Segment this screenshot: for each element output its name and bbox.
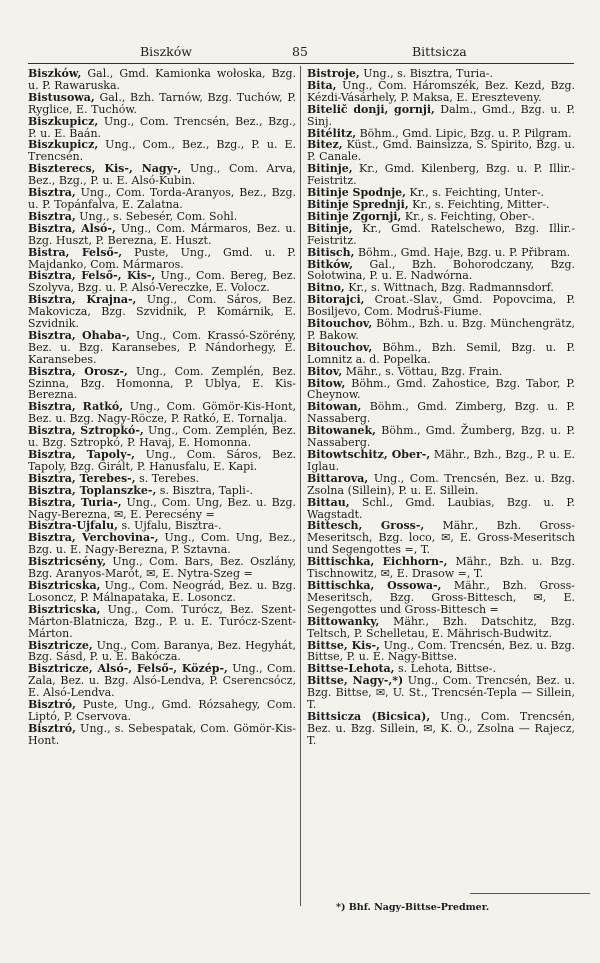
gazetteer-entry <box>307 473 575 497</box>
entry-headword: Bisztricze, Alsó-, Felső-, Közép-, <box>28 662 228 676</box>
entry-headword: Bitinje Zgornji, <box>307 209 402 223</box>
entry-headword: Bisztra, Turia-, <box>28 495 122 509</box>
entry-headword: Bisztra, Orosz-, <box>28 364 128 378</box>
gazetteer-entry <box>28 223 296 247</box>
entry-description: Kr., Gmd. Kilenberg, Bzg. u. P. Illir.-Feistritz. <box>307 162 576 188</box>
entry-description: Mähr., Bzh. Gross-Meseritsch, Bzg. Gross-Bittesch, ✉, E. Segengottes und Gross-Bittesch = <box>307 578 575 616</box>
entry-description: s. Bisztra, Tapli-. <box>159 483 254 497</box>
footnote: *) Bhf. Nagy-Bittse-Predmer. <box>336 902 490 913</box>
gazetteer-entry <box>28 294 296 330</box>
entry-description: Ung., s. Sebespatak, Com. Gömör-Kis-Hont. <box>28 721 296 747</box>
entry-headword: Bisztra, <box>28 186 76 200</box>
entry-description: Böhm., Bzh. Semil, Bzg. u. P. Lomnitz a. d. Popelka. <box>307 340 575 366</box>
gazetteer-entry <box>307 342 575 366</box>
entry-headword: Biszkupicz, <box>28 138 99 152</box>
entry-headword: Bisztra, Ratkó, <box>28 400 124 414</box>
gazetteer-entry <box>307 163 575 187</box>
entry-headword: Bitinje, <box>307 221 353 235</box>
gazetteer-entry <box>307 104 575 128</box>
entry-headword: Bisztra, Ohaba-, <box>28 328 130 342</box>
entry-description: Puste, Ung., Gmd. u. P. Majdanko, Com. Mármaros. <box>28 245 296 271</box>
entry-headword: Bitouchov, <box>307 317 373 331</box>
entry-description: Dalm., Gmd., Bzg. u. P. Sinj. <box>307 102 576 128</box>
entry-description: Kr., s. Wittnach, Bzg. Radmannsdorf. <box>348 281 554 295</box>
entry-headword: Biszterecs, Kis-, Nagy-, <box>28 162 182 176</box>
gazetteer-entry <box>28 640 296 664</box>
column-divider <box>300 66 301 906</box>
entry-description: Böhm., Gmd. Lipic, Bzg. u. P. Pilgram. <box>359 126 572 140</box>
gazetteer-entry <box>28 449 296 473</box>
gazetteer-entry <box>28 139 296 163</box>
gazetteer-entry <box>28 68 296 92</box>
entry-description: Mähr., Bzh. u. Bzg. Tischnowitz, ✉, E. Drasow =, T. <box>307 555 575 581</box>
entry-headword: Biszkupicz, <box>28 114 99 128</box>
entry-description: Mähr., Bzh. Datschitz, Bzg. Teltsch, P. Schelletau, E. Mährisch-Budwitz. <box>307 614 576 640</box>
entry-headword: Bisztricsény, <box>28 555 107 569</box>
entry-description: Ung., Com. Zemplén, Bez. u. Bzg. Sztropkó, P. Havaj, E. Homonna. <box>28 424 297 450</box>
gazetteer-entry <box>28 556 296 580</box>
gazetteer-entry <box>28 401 296 425</box>
entry-description: Ung., Com. Ung, Bez. u. Bzg. Nagy-Berezna, ✉, E. Perecsény = <box>28 495 296 521</box>
entry-description: Ung., Com. Turócz, Bez. Szent-Márton-Blatnicza, Bzg., P. u. E. Turócz-Szent-Márton. <box>28 602 297 640</box>
gazetteer-entry <box>28 330 296 366</box>
gazetteer-entry <box>28 163 296 187</box>
entry-description: Ung., Com. Gömör-Kis-Hont, Bez. u. Bzg. Nagy-Röcze, P. Ratkó, E. Tornalja. <box>28 400 296 426</box>
entry-description: Ung., Com. Bereg, Bez. Szolyva, Bzg. u. P. Alsó-Vereczke, E. Volocz. <box>28 269 297 295</box>
gazetteer-entry <box>307 711 575 747</box>
footnote-rule <box>470 893 590 894</box>
entry-headword: Bisztra, Sztropkó-, <box>28 424 144 438</box>
gazetteer-entry <box>307 259 575 283</box>
entry-description: Ung., Com. Baranya, Bez. Hegyhát, Bzg. Sásd, P. u. E. Bakócza. <box>28 638 296 664</box>
entry-headword: Bitélitz, <box>307 126 357 140</box>
entry-description: Böhm., Gmd. Zahostice, Bzg. Tabor, P. Cheynow. <box>307 376 576 402</box>
gazetteer-entry <box>28 663 296 699</box>
entry-headword: Bitowtschitz, Ober-, <box>307 448 431 461</box>
entry-description: Ung., s. Bisztra, Turia-. <box>363 67 493 80</box>
gazetteer-entry <box>307 640 575 664</box>
entry-description: Gal., Bzh. Bohorodczany, Bzg. Sołotwina, P. u. E. Nadwórna. <box>307 257 575 283</box>
entry-description: Böhm., Gmd. Zimberg, Bzg. u. P. Nassaberg. <box>307 400 576 426</box>
gazetteer-entry <box>28 532 296 556</box>
entry-description: Mähr., Bzh. Gross-Meseritsch, Bzg. loco, ✉, E. Gross-Meseritsch und Segengottes =, T. <box>307 519 576 557</box>
header-right-term: Bittsicza <box>412 44 467 59</box>
entry-description: s. Terebes. <box>139 471 200 485</box>
entry-description: Ung., Com. Ung, Bez., Bzg. u. E. Nagy-Berezna, P. Sztavna. <box>28 531 296 557</box>
entry-headword: Bittse, Kis-, <box>307 638 380 652</box>
entry-description: Ung., Com. Trencsén, Bez. u. Bzg. Zsolna (Sillein), P. u. E. Sillein. <box>307 471 576 497</box>
entry-description: Ung., Com. Torda-Aranyos, Bez., Bzg. u. P. Topánfalva, E. Zalatna. <box>28 186 296 211</box>
entry-description: Gal., Bzh. Tarnów, Bzg. Tuchów, P. Ryglice, E. Tuchów. <box>28 90 296 116</box>
gazetteer-entry <box>28 580 296 604</box>
entry-headword: Bitinje, <box>307 162 353 176</box>
entry-headword: Bitinje Spodnje, <box>307 186 407 200</box>
entry-description: Böhm., Gmd. Žumberg, Bzg. u. P. Nassaberg. <box>307 424 575 450</box>
entry-description: Böhm., Bzh. u. Bzg. Münchengrätz, P. Bakow. <box>307 317 575 342</box>
entry-headword: Bisztricska, <box>28 602 101 616</box>
entry-headword: Bisztra, Verchovina-, <box>28 531 159 545</box>
entry-headword: Bistra, Felső-, <box>28 245 123 259</box>
gazetteer-entry <box>307 318 575 342</box>
entry-description: Kr., s. Feichting, Mitter-. <box>412 197 550 211</box>
entry-description: Kr., s. Feichting, Unter-. <box>409 186 545 200</box>
gazetteer-entry <box>307 556 575 580</box>
entry-headword: Bitków, <box>307 257 353 271</box>
header-left-term: Biszków <box>140 44 192 59</box>
entry-headword: Bistroje, <box>307 67 360 80</box>
entry-headword: Bistusowa, <box>28 90 95 104</box>
entry-description: Ung., Com. Trencsén, Bez. u. Bzg. Sillein, ✉, K. O., Zsolna — Rajecz, T. <box>307 709 575 747</box>
entry-description: s. Ujfalu, Bisztra-. <box>121 519 222 533</box>
entry-headword: Bitorajci, <box>307 293 365 307</box>
entry-headword: Bittsicza (Bicsica), <box>307 709 431 723</box>
gazetteer-entry <box>28 116 296 140</box>
page-header <box>32 44 572 62</box>
entry-headword: Bitisch, <box>307 245 355 259</box>
entry-headword: Bittowanky, <box>307 614 380 628</box>
entry-headword: Bittse, Nagy-,*) <box>307 674 404 688</box>
gazetteer-entry <box>28 92 296 116</box>
entry-description: Ung., Com., Bez., Bzg., P. u. E. Trencsén. <box>28 138 296 164</box>
entry-description: Schl., Gmd. Laubias, Bzg. u. P. Wagstadt. <box>307 495 575 521</box>
right-column <box>307 68 575 747</box>
gazetteer-entry <box>307 449 575 473</box>
entry-description: Ung., Com. Bars, Bez. Oszlány, Bzg. Aranyos-Marót, ✉, E. Nytra-Szeg = <box>28 555 297 581</box>
gazetteer-entry <box>28 604 296 640</box>
entry-description: Gal., Gmd. Kamionka wołoska, Bzg. u. P. Rawaruska. <box>28 67 297 92</box>
entry-description: Kr., Gmd. Ratelschewo, Bzg. Illir.-Feistritz. <box>307 221 576 247</box>
entry-headword: Bisztra, Terebes-, <box>28 471 136 485</box>
entry-description: Ung., Com. Háromszék, Bez. Kezd, Bzg. Kézdi-Vásárhely, P. Maksa, E. Ereszteveny. <box>307 78 576 104</box>
entry-headword: Bita, <box>307 78 337 92</box>
gazetteer-entry <box>307 616 575 640</box>
gazetteer-entry <box>307 675 575 711</box>
entry-headword: Bitno, <box>307 281 345 295</box>
entry-description: Ung., Com. Trencsén, Bez., Bzg., P. u. E. Baán. <box>28 114 296 140</box>
entry-description: Ung., Com. Zala, Bez. u. Bzg. Alsó-Lendva, P. Cserencsócz, E. Alsó-Lendva. <box>28 662 296 700</box>
entry-headword: Bittau, <box>307 495 350 509</box>
entry-headword: Bitow, <box>307 376 346 390</box>
entry-headword: Bitowanek, <box>307 424 376 438</box>
entry-description: Ung., Com. Zemplén, Bez. Szinna, Bzg. Homonna, P. Ublya, E. Kis-Berezna. <box>28 364 296 402</box>
header-rule <box>28 63 574 64</box>
entry-description: Küst., Gmd. Bainsizza, S. Spirito, Bzg. u. P. Canale. <box>307 138 575 164</box>
entry-headword: Bisztricska, <box>28 578 101 592</box>
entry-headword: Bisztra-Ujfalu, <box>28 519 118 533</box>
gazetteer-entry <box>28 497 296 521</box>
entry-description: Ung., Com. Trencsén, Bez. u. Bzg. Bittse, P. u. E. Nagy-Bittse. <box>307 638 576 664</box>
entry-description: s. Lehota, Bittse-. <box>398 662 496 676</box>
entry-description: Ung., s. Sebesér, Com. Sohl. <box>79 209 238 223</box>
entry-headword: Bitouchov, <box>307 340 373 354</box>
gazetteer-entry <box>28 187 296 211</box>
entry-headword: Bitinje Sprednji, <box>307 197 409 211</box>
entry-headword: Bisztra, <box>28 209 76 223</box>
gazetteer-entry <box>307 425 575 449</box>
entry-headword: Bitowan, <box>307 400 362 414</box>
entry-headword: Bisztra, Toplanszke-, <box>28 483 157 497</box>
entry-headword: Bittischka, Eichhorn-, <box>307 555 448 569</box>
entry-description: Böhm., Gmd. Haje, Bzg. u. P. Přibram. <box>357 245 571 259</box>
entry-description: Mähr., s. Vöttau, Bzg. Frain. <box>345 364 503 378</box>
entry-description: Mähr., Bzh., Bzg., P. u. E. Iglau. <box>307 448 576 473</box>
entry-headword: Bisztra, Alsó-, <box>28 221 116 235</box>
entry-description: Puste, Ung., Gmd. Rózsahegy, Com. Liptó, P. Cservova. <box>28 698 296 723</box>
gazetteer-entry <box>28 699 296 723</box>
gazetteer-entry <box>307 223 575 247</box>
entry-headword: Bisztró, <box>28 721 76 735</box>
left-column <box>28 68 296 747</box>
entry-headword: Bittse-Lehota, <box>307 662 395 676</box>
gazetteer-entry <box>307 294 575 318</box>
gazetteer-entry <box>307 80 575 104</box>
entry-headword: Bisztra, Tapoly-, <box>28 448 135 461</box>
gazetteer-entry <box>307 497 575 521</box>
entry-headword: Bittarova, <box>307 471 369 485</box>
gazetteer-entry <box>28 366 296 402</box>
gazetteer-entry <box>28 247 296 271</box>
entry-description: Croat.-Slav., Gmd. Popovcima, P. Bosiljevo, Com. Modruš-Fiume. <box>307 293 575 319</box>
entry-description: Ung., Com. Sáros, Bez. Makovicza, Bzg. Szvidnik, P. Komárnik, E. Szvidnik. <box>28 293 296 331</box>
gazetteer-entry <box>28 425 296 449</box>
entry-description: Ung., Com. Mármaros, Bez. u. Bzg. Huszt, P. Berezna, E. Huszt. <box>28 221 296 247</box>
gazetteer-entry <box>307 580 575 616</box>
entry-headword: Bittesch, Gross-, <box>307 519 425 533</box>
entry-description: Ung., Com. Arva, Bez., Bzg., P. u. E. Alsó-Kubin. <box>28 162 297 188</box>
entry-headword: Bisztró, <box>28 698 76 712</box>
gazetteer-entry <box>307 139 575 163</box>
entry-headword: Biszków, <box>28 67 82 80</box>
entry-headword: Bisztricze, <box>28 638 93 652</box>
entry-headword: Bittischka, Ossowa-, <box>307 578 442 592</box>
entry-description: Kr., s. Feichting, Ober-. <box>404 209 535 223</box>
entry-headword: Bitez, <box>307 138 343 152</box>
gazetteer-entry <box>28 270 296 294</box>
entry-description: Ung., Com. Trencsén, Bez. u. Bzg. Bittse, ✉, U. St., Trencsén-Tepla — Sillein, T. <box>307 674 575 712</box>
gazetteer-entry <box>28 723 296 747</box>
gazetteer-entry <box>307 520 575 556</box>
entry-headword: Bisztra, Krajna-, <box>28 293 137 307</box>
entry-description: Ung., Com. Krassó-Szörény, Bez. u. Bzg. Karansebes, P. Nándorhegy, E. Karansebes. <box>28 328 296 366</box>
entry-headword: Bitov, <box>307 364 343 378</box>
page-number: 85 <box>292 44 308 59</box>
gazetteer-entry <box>307 401 575 425</box>
entry-description: Ung., Com. Neográd, Bez. u. Bzg. Losoncz, P. Málnapataka, E. Losoncz. <box>28 578 296 604</box>
entry-headword: Bitelič donji, gornji, <box>307 102 435 116</box>
entry-headword: Bisztra, Felső-, Kis-, <box>28 269 156 283</box>
entry-description: Ung., Com. Sáros, Bez. Tapoly, Bzg. Girált, P. Hanusfalu, E. Kapi. <box>28 448 296 473</box>
gazetteer-entry <box>307 378 575 402</box>
